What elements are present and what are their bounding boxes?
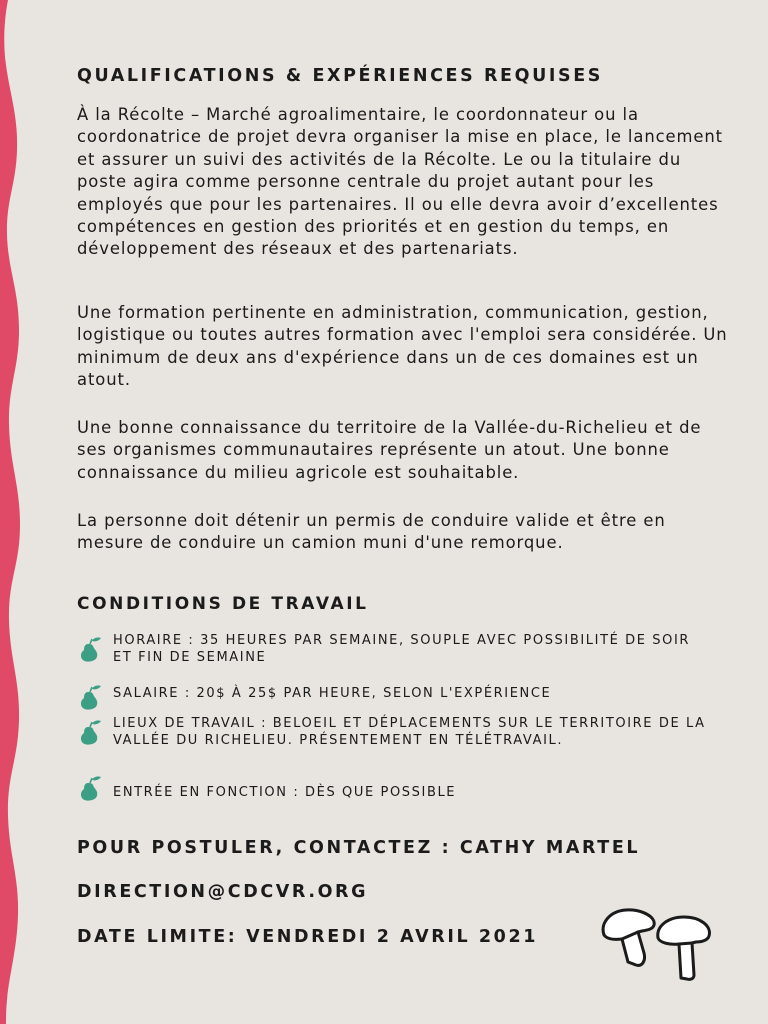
- left-wave-decoration: [0, 0, 30, 1024]
- qualifications-paragraph-3: Une bonne connaissance du territoire de la Vallée-du-Richelieu et de ses organismes communautaires représente un atout. Une bonne connaissance du milieu agricole est souhaitable.: [77, 418, 702, 482]
- qualifications-heading: QUALIFICATIONS & EXPÉRIENCES REQUISES: [77, 66, 603, 86]
- qualifications-paragraph-1: À la Récolte – Marché agroalimentaire, le coordonnateur ou la coordonatrice de projet devra organiser la mise en place, le lancement et assurer un suivi des activités de la Récolte. Le ou la titulaire du poste agira comme personne centrale du projet autant pour les employés que pour les partenaires. Il ou elle devra avoir d’excellentes compétences en gestion des priorités et en gestion du temps, en développement des réseaux et des partenariats.: [77, 105, 723, 259]
- pear-icon: [77, 683, 105, 711]
- qualifications-paragraph-2: Une formation pertinente en administration, communication, gestion, logistique ou toutes autres formation avec l'emploi sera considérée. Un minimum de deux ans d'expérience dans un de ces domaines est un atout.: [77, 303, 728, 390]
- mushrooms-icon: [598, 905, 716, 983]
- condition-text: LIEUX DE TRAVAIL : BELOEIL ET DÉPLACEMENTS SUR LE TERRITOIRE DE LA VALLÉE DU RICHELIEU. PRÉSENTEMENT EN TÉLÉTRAVAIL.: [113, 716, 706, 748]
- condition-text: ENTRÉE EN FONCTION : DÈS QUE POSSIBLE: [113, 785, 457, 800]
- pear-icon: [77, 718, 105, 746]
- pear-icon: [77, 635, 105, 663]
- condition-text: SALAIRE : 20$ À 25$ PAR HEURE, SELON L'EXPÉRIENCE: [113, 686, 552, 701]
- conditions-heading: CONDITIONS DE TRAVAIL: [77, 594, 369, 614]
- condition-text: HORAIRE : 35 HEURES PAR SEMAINE, SOUPLE AVEC POSSIBILITÉ DE SOIR ET FIN DE SEMAINE: [113, 633, 691, 665]
- application-deadline: DATE LIMITE: VENDREDI 2 AVRIL 2021: [77, 927, 539, 947]
- apply-contact: POUR POSTULER, CONTACTEZ : CATHY MARTEL: [77, 838, 641, 858]
- contact-email[interactable]: DIRECTION@CDCVR.ORG: [77, 882, 369, 902]
- pear-icon: [77, 774, 105, 802]
- qualifications-paragraph-4: La personne doit détenir un permis de conduire valide et être en mesure de conduire un camion muni d'une remorque.: [77, 511, 666, 553]
